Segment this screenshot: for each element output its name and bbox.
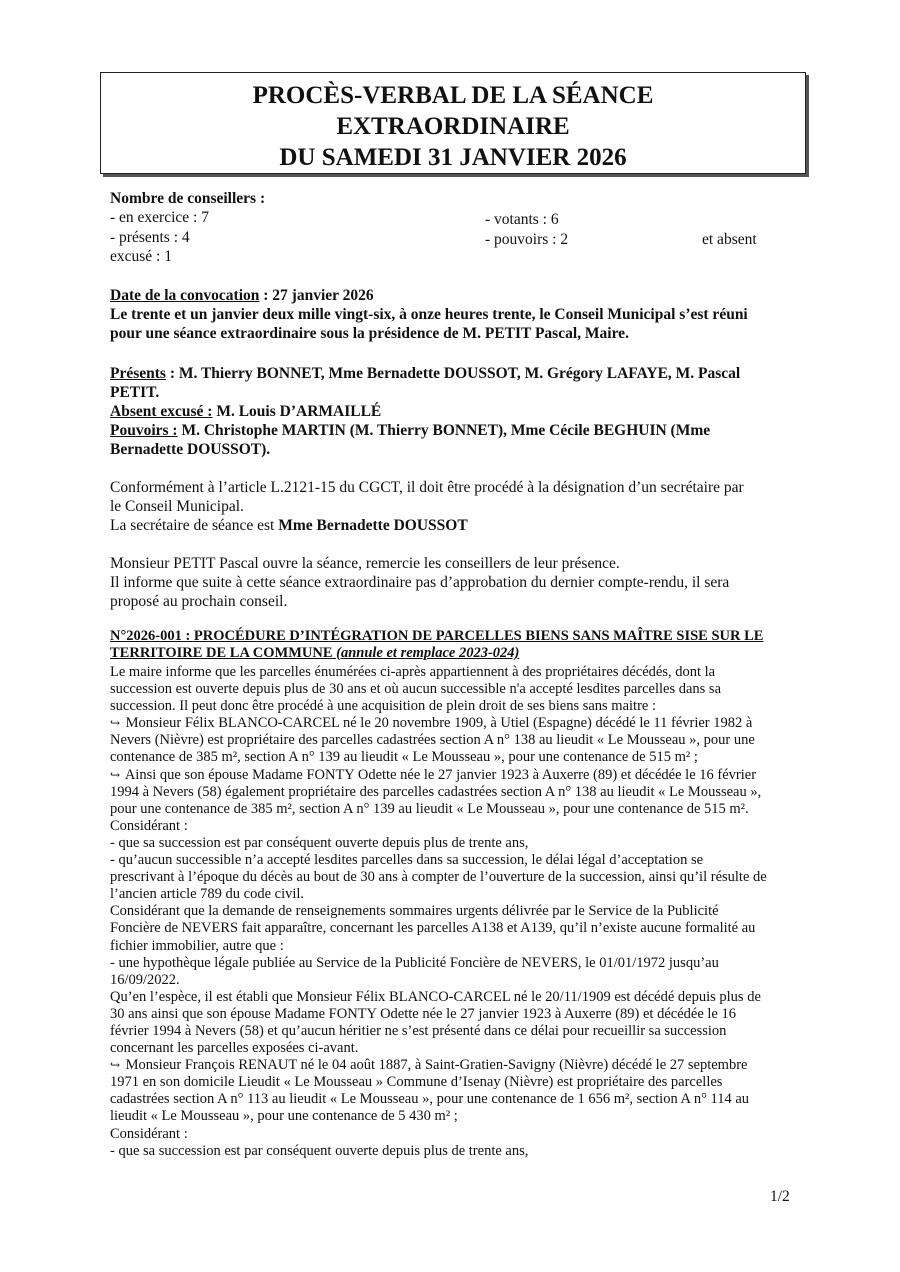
ouverture-line-3: proposé au prochain conseil. (110, 593, 288, 610)
presents-line-2: PETIT. (110, 384, 160, 401)
body-line: février 1994 à Nevers (58) et qu’aucun héritier ne s’est présenté dans ce délai pour recueillir sa succession (110, 1022, 727, 1039)
conseillers-heading: Nombre de conseillers : (110, 190, 266, 207)
secretaire-block (110, 478, 800, 535)
body-line: prescrivant à l’époque du décès au bout de 30 ans à compter de l’ouverture de la succession, ainsi qu’il résulte de (110, 869, 767, 886)
secretaire-line-3: La secrétaire de séance est (110, 517, 279, 534)
page-number: 1/2 (770, 1188, 790, 1205)
convocation-block (110, 286, 800, 343)
conseillers-votants: - votants : 6 (485, 211, 559, 228)
body-line: Foncière de NEVERS fait apparaître, concernant les parcelles A138 et A139, qu’il n’existe aucune formalité au (110, 920, 756, 937)
body-line: lieudit « Le Mousseau », pour une contenance de 5 430 m² ; (110, 1108, 458, 1125)
body-line: Nevers (Nièvre) est propriétaire des parcelles cadastrées section A n° 138 au lieudit « Le Mousseau », pour une (110, 732, 755, 749)
body-line: 16/09/2022. (110, 971, 180, 988)
deliberation-heading-line-1: N°2026-001 : PROCÉDURE D’INTÉGRATION DE PARCELLES BIENS SANS MAÎTRE SISE SUR LE (110, 628, 764, 644)
deliberation-body (110, 664, 800, 1160)
conseillers-presents: - présents : 4 (110, 229, 190, 246)
attendance-block (110, 364, 800, 459)
body-line: - que sa succession est par conséquent ouverte depuis plus de trente ans, (110, 834, 529, 851)
absent-value: M. Louis D’ARMAILLÉ (212, 403, 382, 420)
conseillers-excuse: excusé : 1 (110, 248, 172, 265)
body-line: pour une contenance de 385 m², section A n° 139 au lieudit « Le Mousseau », pour une contenance de 515 m². (110, 800, 749, 817)
ouverture-line-1: Monsieur PETIT Pascal ouvre la séance, remercie les conseillers de leur présence. (110, 555, 620, 572)
body-line: - une hypothèque légale publiée au Service de la Publicité Foncière de NEVERS, le 01/01/1972 jusqu’au (110, 954, 719, 971)
body-line: Monsieur François RENAUT né le 04 août 1887, à Saint-Gratien-Savigny (Nièvre) décédé le 27 septembre (125, 1057, 748, 1074)
title-line-2: EXTRAORDINAIRE (336, 113, 570, 140)
body-line: fichier immobilier, autre que : (110, 937, 284, 954)
body-line: - qu’aucun successible n’a accepté lesdites parcelles dans sa succession, le délai légal d’acceptation se (110, 852, 704, 869)
body-line: 30 ans ainsi que son épouse Madame FONTY Odette née le 27 janvier 1923 à Auxerre (89) et décédée le 16 (110, 1005, 736, 1022)
secretaire-line-1: Conformément à l’article L.2121-15 du CGCT, il doit être procédé à la désignation d’un secrétaire par (110, 479, 744, 496)
body-line: cadastrées section A n° 113 au lieudit « Le Mousseau », pour une contenance de 1 656 m², section A n° 114 au (110, 1091, 750, 1108)
body-line: 1994 à Nevers (58) également propriétaire des parcelles cadastrées section A n° 138 au lieudit « Le Mousseau », (110, 783, 762, 800)
pouvoirs-label: Pouvoirs : (110, 422, 178, 439)
deliberation-heading-line-2: TERRITOIRE DE LA COMMUNE (110, 645, 337, 661)
body-line: Considérant : (110, 1125, 188, 1142)
pouvoirs-line-2: Bernadette DOUSSOT). (110, 441, 271, 458)
body-line: succession. Il peut donc être procédé à une acquisition de plein droit de ses biens sans maitre : (110, 698, 657, 715)
presents-line-1: : M. Thierry BONNET, Mme Bernadette DOUSSOT, M. Grégory LAFAYE, M. Pascal (165, 365, 741, 382)
secretaire-name: Mme Bernadette DOUSSOT (278, 517, 468, 534)
hooked-arrow-icon: ↪ (110, 1058, 121, 1073)
deliberation-heading-italic: (annule et remplace 2023-024) (336, 645, 520, 661)
body-line: l’ancien article 789 du code civil. (110, 886, 305, 903)
body-line: - que sa succession est par conséquent ouverte depuis plus de trente ans, (110, 1142, 529, 1159)
conseillers-pouvoirs: - pouvoirs : 2 (485, 231, 569, 248)
title-line-1: PROCÈS-VERBAL DE LA SÉANCE (252, 82, 654, 109)
ouverture-block (110, 554, 800, 611)
ouverture-line-2: Il informe que suite à cette séance extraordinaire pas d’approbation du dernier compte-rendu, il sera (110, 574, 730, 591)
convocation-label: Date de la convocation (110, 287, 260, 304)
convocation-date: : 27 janvier 2026 (259, 287, 374, 304)
conseillers-en-exercice: - en exercice : 7 (110, 209, 209, 226)
secretaire-line-2: le Conseil Municipal. (110, 498, 244, 515)
title-box (100, 72, 806, 174)
body-line: Qu’en l’espèce, il est établi que Monsieur Félix BLANCO-CARCEL né le 20/11/1909 est décédé depuis plus de (110, 988, 761, 1005)
body-line: Considérant que la demande de renseignements sommaires urgents délivrée par le Service de la Publicité (110, 903, 719, 920)
title-line-3: DU SAMEDI 31 JANVIER 2026 (279, 144, 627, 171)
body-line: Ainsi que son épouse Madame FONTY Odette née le 27 janvier 1923 à Auxerre (89) et décédée le 16 février (124, 766, 757, 783)
convocation-line-1: Le trente et un janvier deux mille vingt-six, à onze heures trente, le Conseil Municipal s’est réuni (110, 306, 748, 323)
absent-label: Absent excusé : (110, 403, 213, 420)
body-line: 1971 en son domicile Lieudit « Le Mousseau » Commune d’Isenay (Nièvre) est propriétaire des parcelles (110, 1074, 723, 1091)
hooked-arrow-icon: ↪ (110, 716, 121, 731)
convocation-line-2: pour une séance extraordinaire sous la présidence de M. PETIT Pascal, Maire. (110, 325, 629, 342)
body-line: Considérant : (110, 817, 188, 834)
body-line: concernant les parcelles exposées ci-avant. (110, 1040, 359, 1057)
body-line: Monsieur Félix BLANCO-CARCEL né le 20 novembre 1909, à Utiel (Espagne) décédé le 11 février 1982 à (125, 715, 753, 732)
body-line: Le maire informe que les parcelles énumérées ci-après appartiennent à des propriétaires décédés, dont la (110, 664, 716, 680)
body-line: succession est ouverte depuis plus de 30 ans et où aucun successible n'a accepté lesdites parcelles dans sa (110, 681, 722, 698)
pouvoirs-line-1: M. Christophe MARTIN (M. Thierry BONNET), Mme Cécile BEGHUIN (Mme (177, 422, 711, 439)
conseillers-absent: et absent (702, 231, 757, 248)
deliberation-heading (110, 628, 800, 662)
presents-label: Présents (110, 365, 166, 382)
body-line: contenance de 385 m², section A n° 139 au lieudit « Le Mousseau », pour une contenance de 515 m² ; (110, 749, 698, 766)
hooked-arrow-icon: ↪ (110, 767, 121, 782)
